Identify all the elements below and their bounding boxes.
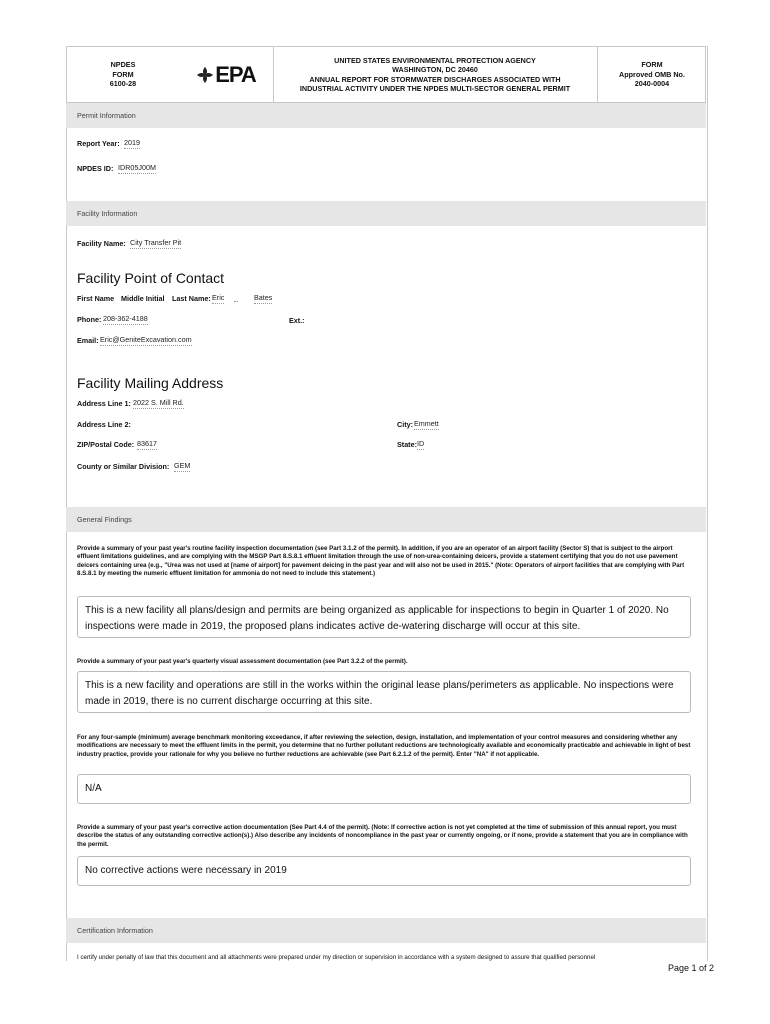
page-number: Page 1 of 2: [667, 963, 714, 973]
agency-line: ANNUAL REPORT FOR STORMWATER DISCHARGES ASSOCIATED WITH: [309, 74, 561, 84]
npdes-id-label: NPDES ID:: [77, 164, 114, 173]
form-left-line: FORM: [112, 69, 134, 79]
ext-label: Ext.:: [289, 316, 305, 325]
answer-quarterly-assessment[interactable]: This is a new facility and operations are still in the works within the original lease plans/perimeters as applicable. No inspections were made in 2019, there is no current discharge occurring at this site.: [77, 671, 691, 713]
email-label: Email:: [77, 336, 99, 345]
city-label: City:: [397, 420, 413, 429]
form-approval: [597, 47, 707, 102]
zip-field[interactable]: 83617: [137, 439, 157, 448]
answer-benchmark-exceedance[interactable]: N/A: [77, 774, 691, 804]
mailing-heading: Facility Mailing Address: [77, 375, 224, 391]
county-field[interactable]: GEM: [174, 461, 191, 470]
agency-line: UNITED STATES ENVIRONMENTAL PROTECTION AGENCY: [334, 55, 536, 65]
npdes-id-field[interactable]: IDR05J00M: [118, 163, 156, 172]
address-line1-field[interactable]: 2022 S. Mill Rd.: [133, 398, 184, 407]
report-year-field[interactable]: 2019: [124, 138, 140, 147]
epa-flower-icon: [196, 66, 214, 84]
form-right-line: Approved OMB No.: [619, 69, 685, 79]
certification-text: I certify under penalty of law that this document and all attachments were prepared under my direction or supervision in accordance with a system designed to assure that qualified personnel: [77, 954, 596, 961]
city-field[interactable]: Emmett: [414, 419, 439, 428]
state-field[interactable]: ID: [417, 439, 425, 448]
county-label: County or Similar Division:: [77, 462, 170, 471]
email-field[interactable]: Eric@GeniteExcavation.com: [100, 335, 192, 344]
report-year-label: Report Year:: [77, 139, 120, 148]
facility-name-field[interactable]: City Transfer Pit: [130, 238, 182, 247]
zip-label: ZIP/Postal Code:: [77, 440, 135, 449]
section-facility-information: Facility Information: [66, 201, 706, 226]
form-header: [66, 46, 706, 103]
first-name-field[interactable]: Eric: [212, 293, 225, 302]
epa-logo-text: EPA: [215, 61, 256, 87]
agency-line: WASHINGTON, DC 20460: [392, 65, 478, 74]
address-line1-label: Address Line 1:: [77, 399, 131, 408]
section-permit-information: Permit Information: [66, 103, 706, 128]
question-quarterly-assessment: Provide a summary of your past year's quarterly visual assessment documentation (see Part 3.2.2 of the permit).: [77, 658, 408, 665]
answer-routine-inspection[interactable]: This is a new facility all plans/design and permits are being organized as applicable for inspections to begin in Quarter 1 of 2020. No inspections were made in 2019, the proposed plans indicates active de-watering discharge will occur at this site.: [77, 596, 691, 638]
form-left-line: NPDES: [110, 60, 136, 70]
middle-initial-label: Middle Initial: [121, 294, 165, 303]
address-line2-label: Address Line 2:: [77, 420, 131, 429]
first-name-label: First Name: [77, 294, 115, 303]
facility-name-label: Facility Name:: [77, 239, 126, 248]
agency-title: [273, 47, 597, 102]
middle-initial-field[interactable]: [234, 300, 238, 302]
question-routine-inspection: Provide a summary of your past year's routine facility inspection documentation (see Part 3.1.2 of the permit). In addition, if you are an operator of an airport facility (Sector S) that is subject to the airport effluent limitations guidelines, and are complying with the MSGP Part 8.S.8.1 effluent limitation through the use of non-urea-containing deicers, provide a statement certifying that you do not use pavement deicers containing urea (e.g., "Urea was not used at [name of airport] for pavement deicing in the past year and will also not be used in 2015." (Note: Operators of airport facilities that are complying with Part 8.S.8.1 by meeting the numeric effluent limitation for ammonia do not need to include this statement.): [77, 545, 685, 578]
form-left-line: 6100-28: [109, 79, 137, 89]
section-general-findings: General Findings: [66, 507, 706, 532]
last-name-field[interactable]: Bates: [254, 293, 273, 302]
answer-corrective-action[interactable]: No corrective actions were necessary in 2019: [77, 856, 691, 886]
question-corrective-action: Provide a summary of your past year's corrective action documentation (See Part 4.4 of the permit). (Note: If corrective action is not yet completed at the time of submission of this annual report, you must describe the status of any outstanding corrective action(s).) Also describe any incidents of noncompliance in the past year or currently ongoing, or if none, provide a statement that you are in compliance with the permit.: [77, 824, 688, 848]
question-benchmark-exceedance: For any four-sample (minimum) average benchmark monitoring exceedance, if after reviewing the selection, design, installation, and implementation of your control measures and considering whether any modifications are necessary to meet the effluent limits in the permit, you determine that no further pollutant reductions are technologically available and economically practicable and achievable in light of best industry practice, provide your rationale for why you believe no further reductions are achievable (see Part 6.2.1.2 of the permit). Enter "NA" if not applicable.: [77, 734, 691, 758]
agency-line: INDUSTRIAL ACTIVITY UNDER THE NPDES MULTI-SECTOR GENERAL PERMIT: [299, 84, 571, 93]
contact-heading: Facility Point of Contact: [77, 270, 225, 286]
state-label: State:: [397, 440, 417, 449]
last-name-label: Last Name:: [172, 294, 211, 303]
phone-field[interactable]: 208-362-4188: [103, 314, 148, 323]
section-certification-information: Certification Information: [66, 918, 706, 943]
phone-label: Phone:: [77, 315, 102, 324]
form-right-line: FORM: [641, 60, 663, 70]
form-number-left: [67, 47, 179, 102]
form-right-line: 2040-0004: [634, 79, 670, 89]
epa-logo: [179, 47, 273, 102]
